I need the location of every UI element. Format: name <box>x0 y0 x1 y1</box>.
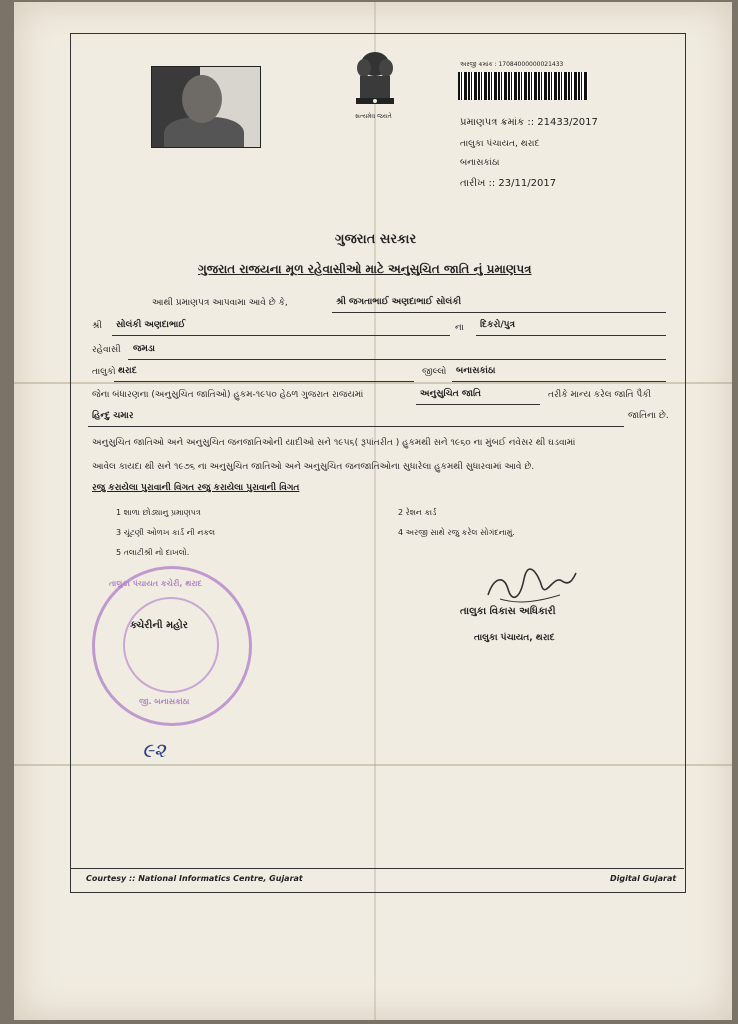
seal-label: ક્ચેરીની મહોર <box>130 620 188 631</box>
evidence-item: 3 ચૂંટણી ઓળખ કાર્ડ ની નકલ <box>116 528 216 537</box>
underline <box>416 404 540 405</box>
evidence-item: 4 અરજી સાથે રજુ કરેલ સોગંદનામું. <box>398 528 515 537</box>
stamp-top-text: તાલુકા પંચાયત કચેરી, થરાદ <box>109 579 202 588</box>
underline <box>476 335 666 336</box>
issued-to-label: આથી પ્રમાણપત્ર આપવામા આવે છે કે, <box>152 298 288 308</box>
constitution-text: જેના બંધારણના (અનુસુચિત જાતિઓ) હુકમ-૧૯૫૦ હેઠળ ગુજરાત રાજયમાં <box>92 390 364 400</box>
shri-label: શ્રી <box>92 321 102 331</box>
father-name-value: સોલંકી અણદાભાઈ <box>116 320 186 330</box>
office-stamp <box>92 566 252 726</box>
evidence-item: 2 રેશન કાર્ડ <box>398 508 437 517</box>
issue-date: તારીખ :: 23/11/2017 <box>460 178 557 189</box>
digital-gujarat-brand: Digital Gujarat <box>610 874 677 883</box>
underline <box>112 335 450 336</box>
evidence-heading: રજુ કરાયેલા પુરાવાની વિગત રજુ કરાયેલા પુરાવાની વિગત <box>92 483 300 493</box>
caste-suffix: જાતિના છે. <box>628 411 669 421</box>
underline <box>332 312 666 313</box>
certificate-title: ગુજરાત રાજયના મૂળ રહેવાસીઓ માટે અનુસુચિત જાતિ નું પ્રમાણપત્ર <box>198 262 532 276</box>
footer-divider <box>70 868 684 869</box>
district-label: જીલ્લો <box>422 367 447 377</box>
taluka-value: થરાદ <box>118 366 137 376</box>
underline <box>128 359 666 360</box>
certificate-number: પ્રમાણપત્ર ક્રમાંક :: 21433/2017 <box>460 117 598 128</box>
district-value: બનાસકાંઠા <box>456 366 496 376</box>
office-line-1: તાલુકા પંચાયત, થરાદ <box>460 139 540 149</box>
officer-title: તાલુકા વિકાસ અધિકારી <box>460 606 556 617</box>
na-label: ના <box>455 323 464 333</box>
taluka-label: તાલુકો <box>92 367 116 377</box>
office-line-2: બનાસકાંઠા <box>460 158 500 168</box>
resident-label: રહેવાસી <box>92 345 121 355</box>
underline <box>88 426 624 427</box>
officer-office: તાલુકા પંચાયત, થરાદ <box>474 633 555 643</box>
relation-value: દિકરો/પુત્ર <box>480 320 515 330</box>
underline <box>452 381 666 382</box>
category-value: અનુસુચિત જાતિ <box>420 389 481 399</box>
emblem-caption: સત્યમેવ જયતે <box>355 113 392 120</box>
caste-value: હિન્દુ ચમાર <box>92 411 134 421</box>
underline <box>114 381 414 382</box>
barcode <box>458 72 588 100</box>
courtesy-text: Courtesy :: National Informatics Centre, Gujarat <box>86 874 303 883</box>
recognized-text: તરીકે માન્ય કરેલ જાતિ પૈકી <box>548 390 652 400</box>
evidence-item: 5 તલાટીશ્રી નો દાખલો. <box>116 548 190 557</box>
national-emblem-icon <box>352 50 398 122</box>
paragraph-line-2: આવેલ કાયદા થી સને ૧૯૭૬ ના અનુસુચિત જાતિઓ અને અનુસુચિત જનજાતિઓના સુધારેલા હુકમથી સુધારવામાં આવે છે. <box>92 462 535 472</box>
resident-value: જમડા <box>133 344 156 354</box>
government-title: ગુજરાત સરકાર <box>335 232 417 247</box>
stamp-bottom-text: જી. બનાસકાંઠા <box>139 697 190 706</box>
handwritten-note: ૯૨ <box>142 738 166 762</box>
paragraph-line-1: અનુસુચિત જાતિઓ અને અનુસુચિત જનજાતિઓની યાદીઓ સને ૧૯૫૬( રૂપાંતરીત ) હુકમથી સને ૧૯૬૦ ના મુંબઈ નવેસર થી ઘડવામાં <box>92 438 576 448</box>
evidence-item: 1 શાળા છોડ્યાનુ પ્રમાણપત્ર <box>116 508 201 517</box>
officer-signature <box>480 565 580 610</box>
barcode-label: અરજી ક્રમાંક : 17084000000021433 <box>460 61 564 68</box>
applicant-photo <box>151 66 261 148</box>
issued-to-value: શ્રી જગતાભાઈ અણદાભાઈ સોલંકી <box>336 297 462 307</box>
